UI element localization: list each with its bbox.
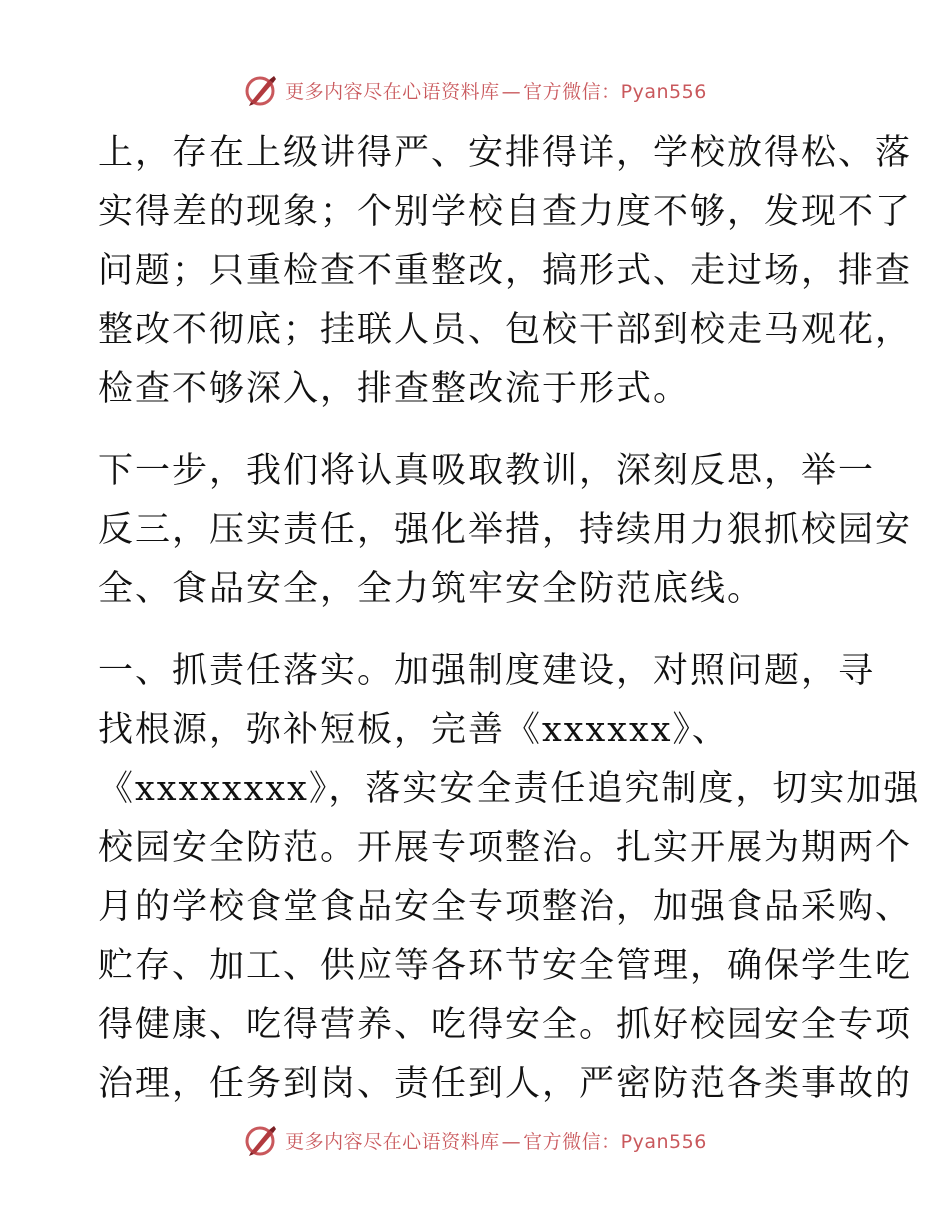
text-line: 下一步，我们将认真吸取教训，深刻反思，举一 bbox=[98, 451, 876, 491]
pen-logo-icon bbox=[243, 1122, 279, 1158]
paragraph-gap bbox=[98, 619, 858, 642]
paragraph-3 bbox=[98, 642, 921, 1114]
text-line: 找根源，弥补短板，完善《xxxxxx》、 bbox=[98, 710, 729, 750]
text-line: 治理，任务到岗、责任到人，严密防范各类事故的 bbox=[98, 1064, 913, 1104]
text-line: 月的学校食堂食品安全专项整治，加强食品采购、 bbox=[98, 887, 913, 927]
text-line: 实得差的现象；个别学校自查力度不够，发现不了 bbox=[98, 192, 913, 232]
pen-logo-icon bbox=[243, 72, 279, 108]
text-line: 校园安全防范。开展专项整治。扎实开展为期两个 bbox=[98, 828, 913, 868]
text-line: 反三，压实责任，强化举措，持续用力狠抓校园安 bbox=[98, 510, 913, 550]
text-line: 上，存在上级讲得严、安排得详，学校放得松、落 bbox=[98, 133, 913, 173]
banner-title: 更多内容尽在心语资料库 bbox=[285, 80, 500, 103]
banner-title: 更多内容尽在心语资料库 bbox=[285, 1130, 500, 1153]
footer-banner bbox=[0, 1120, 950, 1160]
text-line: 得健康、吃得营养、吃得安全。抓好校园安全专项 bbox=[98, 1005, 913, 1045]
text-line: 《xxxxxxxx》，落实安全责任追究制度，切实加强 bbox=[98, 769, 921, 809]
banner-separator: — bbox=[501, 80, 522, 103]
header-banner bbox=[0, 70, 950, 110]
text-line: 贮存、加工、供应等各环节安全管理，确保学生吃 bbox=[98, 946, 913, 986]
text-line: 一、抓责任落实。加强制度建设，对照问题，寻 bbox=[98, 651, 876, 691]
text-line: 整改不彻底；挂联人员、包校干部到校走马观花， bbox=[98, 310, 913, 350]
text-line: 全、食品安全，全力筑牢安全防范底线。 bbox=[98, 569, 765, 609]
banner-separator: — bbox=[501, 1130, 522, 1153]
header-banner-content bbox=[243, 72, 707, 108]
footer-banner-content bbox=[243, 1122, 707, 1158]
header-banner-text bbox=[285, 77, 707, 104]
text-line: 检查不够深入，排查整改流于形式。 bbox=[98, 369, 691, 409]
footer-banner-text bbox=[285, 1127, 707, 1154]
paragraph-gap bbox=[98, 419, 858, 442]
paragraph-1 bbox=[98, 124, 913, 419]
text-line: 问题；只重检查不重整改，搞形式、走过场，排查 bbox=[98, 251, 913, 291]
banner-contact: 官方微信：Pyan556 bbox=[523, 80, 707, 103]
document-body bbox=[98, 124, 921, 1114]
banner-contact: 官方微信：Pyan556 bbox=[523, 1130, 707, 1153]
paragraph-2 bbox=[98, 442, 913, 619]
